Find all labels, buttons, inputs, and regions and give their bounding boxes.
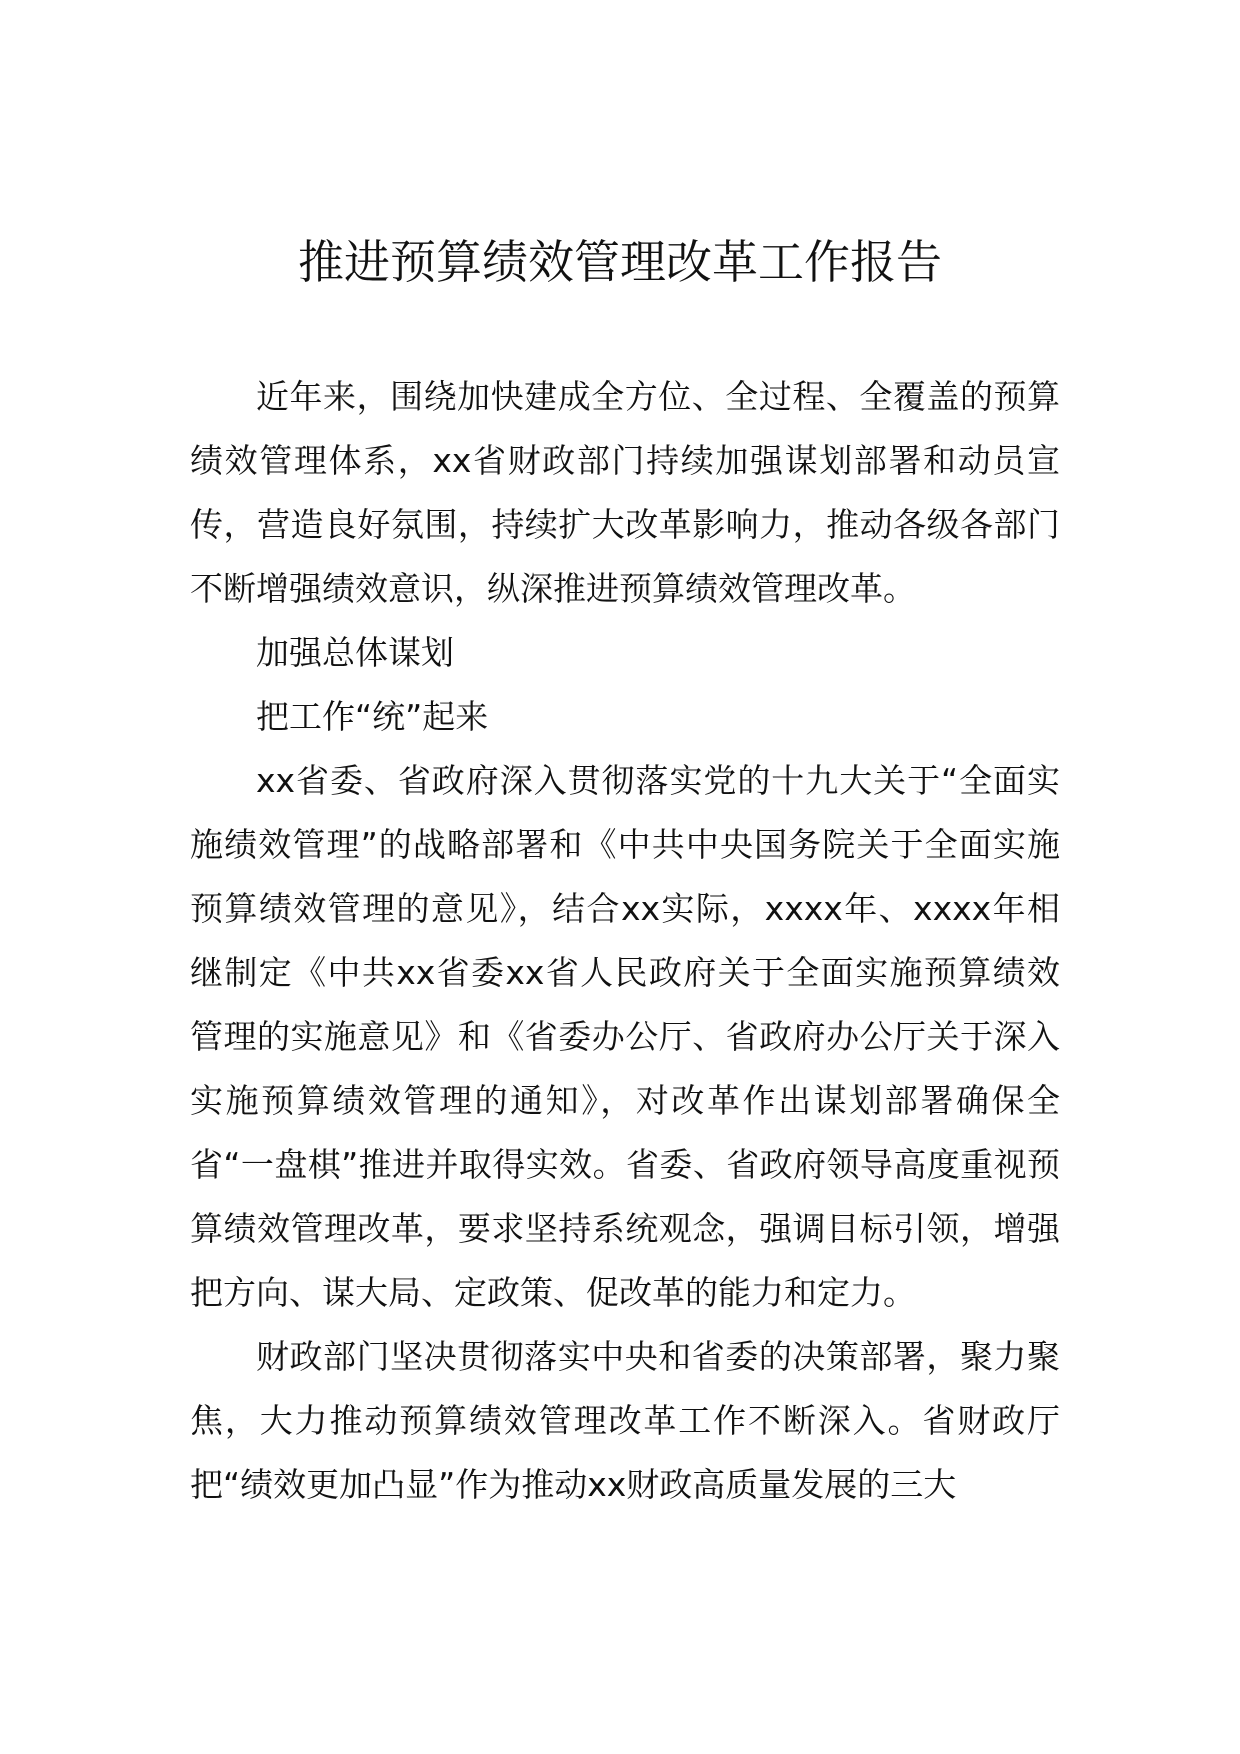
paragraph-policy: xx省委、省政府深入贯彻落实党的十九大关于“全面实施绩效管理”的战略部署和《中共中央国务院关于全面实施预算绩效管理的意见》，结合xx实际，xxxx年、xxxx年相继制定《中共xx省委xx省人民政府关于全面实施预算绩效管理的实施意见》和《省委办公厅、省政府办公厅关于深入实施预算绩效管理的通知》，对改革作出谋划部署确保全省“一盘棋”推进并取得实效。省委、省政府领导高度重视预算绩效管理改革，要求坚持系统观念，强调目标引领，增强把方向、谋大局、定政策、促改革的能力和定力。 bbox=[190, 761, 1060, 1312]
paragraph-intro: 近年来，围绕加快建成全方位、全过程、全覆盖的预算绩效管理体系，xx省财政部门持续加强谋划部署和动员宣传，营造良好氛围，持续扩大改革影响力，推动各级各部门不断增强绩效意识，纵深推进预算绩效管理改革。 bbox=[190, 377, 1060, 608]
document-body bbox=[190, 365, 1060, 1517]
paragraph-finance-dept: 财政部门坚决贯彻落实中央和省委的决策部署，聚力聚焦，大力推动预算绩效管理改革工作不断深入。省财政厅把“绩效更加凸显”作为推动xx财政高质量发展的三大 bbox=[190, 1337, 1060, 1504]
section-subheading: 把工作“统”起来 bbox=[256, 697, 489, 736]
section-heading: 加强总体谋划 bbox=[256, 633, 454, 672]
document-title: 推进预算绩效管理改革工作报告 bbox=[298, 235, 942, 289]
